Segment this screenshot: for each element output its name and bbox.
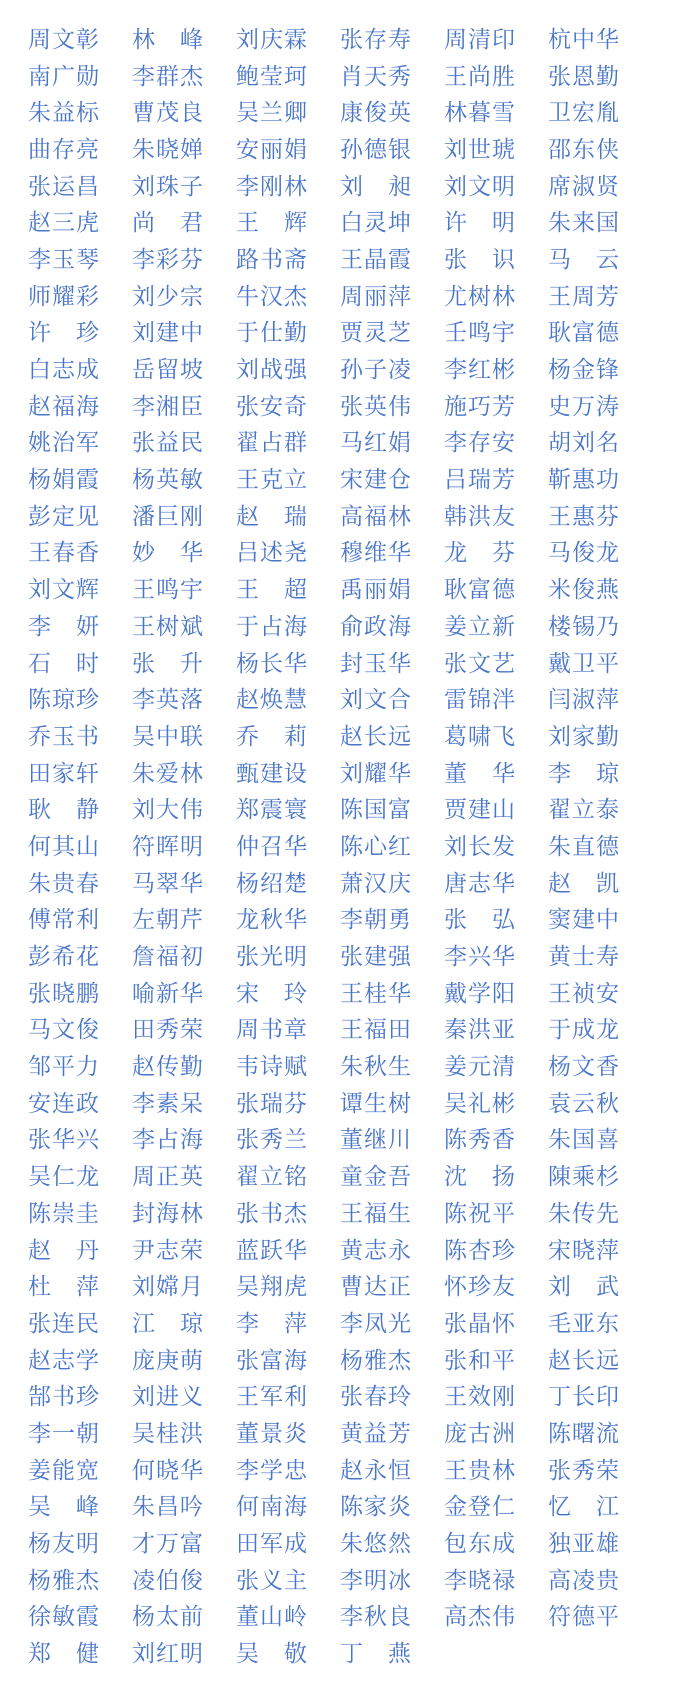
name-entry: 俞政海 (340, 613, 412, 640)
name-entry: 曹达正 (340, 1274, 412, 1301)
name-entry: 周书章 (236, 1017, 308, 1044)
name-entry: 吴翔虎 (236, 1274, 308, 1301)
name-entry: 杨文香 (548, 1054, 620, 1081)
name-entry: 陈崇圭 (28, 1200, 100, 1227)
name-entry: 高凌贵 (548, 1567, 620, 1594)
name-entry: 田秀荣 (132, 1017, 204, 1044)
name-entry: 毛亚东 (548, 1310, 620, 1337)
name-entry: 张连民 (28, 1310, 100, 1337)
name-entry: 张 升 (132, 650, 204, 677)
name-entry: 彭希花 (28, 944, 100, 971)
name-entry: 雷锦泮 (444, 687, 516, 714)
name-entry: 黄益芳 (340, 1420, 412, 1447)
name-entry: 靳惠功 (548, 467, 620, 494)
name-entry: 窦建中 (548, 907, 620, 934)
name-entry: 朱爱林 (132, 760, 204, 787)
name-entry: 张运昌 (28, 173, 100, 200)
name-entry: 闫淑萍 (548, 687, 620, 714)
name-entry: 葛啸飞 (444, 723, 516, 750)
name-entry: 翟立铭 (236, 1164, 308, 1191)
name-entry: 李彩芬 (132, 246, 204, 273)
name-entry: 姜能宽 (28, 1457, 100, 1484)
name-entry: 李凤光 (340, 1310, 412, 1337)
name-entry: 朱直德 (548, 833, 620, 860)
name-entry: 怀珍友 (444, 1274, 516, 1301)
name-entry: 龙 芬 (444, 540, 516, 567)
name-entry: 张义主 (236, 1567, 308, 1594)
name-entry: 杨友明 (28, 1531, 100, 1558)
name-entry: 傅常利 (28, 907, 100, 934)
name-entry: 刘长发 (444, 833, 516, 860)
name-entry: 龙秋华 (236, 907, 308, 934)
name-entry: 江 琼 (132, 1310, 204, 1337)
name-entry: 庞古洲 (444, 1420, 516, 1447)
name-entry: 陈杏珍 (444, 1237, 516, 1264)
name-entry: 乔 莉 (236, 723, 308, 750)
name-entry: 马红娟 (340, 430, 412, 457)
name-entry: 陈秀香 (444, 1127, 516, 1154)
name-entry: 萧汉庆 (340, 870, 412, 897)
name-entry: 席淑贤 (548, 173, 620, 200)
name-entry: 贾建山 (444, 797, 516, 824)
name-entry: 王惠芬 (548, 503, 620, 530)
name-entry: 郑震寰 (236, 797, 308, 824)
name-entry: 张存寿 (340, 26, 412, 53)
name-entry: 陈国富 (340, 797, 412, 824)
name-entry: 童金吾 (340, 1164, 412, 1191)
name-entry: 刘大伟 (132, 797, 204, 824)
name-entry: 穆维华 (340, 540, 412, 567)
name-entry: 张华兴 (28, 1127, 100, 1154)
name-entry: 杨绍楚 (236, 870, 308, 897)
name-entry: 张益民 (132, 430, 204, 457)
name-entry: 韩洪友 (444, 503, 516, 530)
name-entry: 施巧芳 (444, 393, 516, 420)
name-entry: 王鸣宇 (132, 577, 204, 604)
name-entry: 董继川 (340, 1127, 412, 1154)
name-entry: 杨雅杰 (28, 1567, 100, 1594)
name-entry: 胡刘名 (548, 430, 620, 457)
name-entry: 李湘臣 (132, 393, 204, 420)
name-entry: 禹丽娟 (340, 577, 412, 604)
name-entry: 路书斋 (236, 246, 308, 273)
name-entry: 刘庆霖 (236, 26, 308, 53)
name-entry: 赵福海 (28, 393, 100, 420)
name-entry: 高福林 (340, 503, 412, 530)
name-entry: 耿富德 (548, 320, 620, 347)
name-entry: 田军成 (236, 1531, 308, 1558)
name-entry: 谭生树 (340, 1090, 412, 1117)
name-entry: 周清印 (444, 26, 516, 53)
name-entry: 马文俊 (28, 1017, 100, 1044)
name-entry: 王周芳 (548, 283, 620, 310)
name-entry: 吴桂洪 (132, 1420, 204, 1447)
name-entry: 张春玲 (340, 1384, 412, 1411)
name-entry: 赵三虎 (28, 210, 100, 237)
name-entry: 彭定见 (28, 503, 100, 530)
name-entry: 符德平 (548, 1604, 620, 1631)
name-entry: 吕述尧 (236, 540, 308, 567)
name-entry: 赵 瑞 (236, 503, 308, 530)
name-entry: 李一朝 (28, 1420, 100, 1447)
name-entry: 赵永恒 (340, 1457, 412, 1484)
name-entry: 马俊龙 (548, 540, 620, 567)
name-entry: 翟立泰 (548, 797, 620, 824)
name-entry: 高杰伟 (444, 1604, 516, 1631)
name-entry: 封玉华 (340, 650, 412, 677)
name-entry: 张 识 (444, 246, 516, 273)
name-entry: 耿 静 (28, 797, 100, 824)
name-entry: 吕瑞芳 (444, 467, 516, 494)
name-entry: 吴中联 (132, 723, 204, 750)
name-entry: 朱悠然 (340, 1531, 412, 1558)
name-entry: 周文彰 (28, 26, 100, 53)
name-entry: 尹志荣 (132, 1237, 204, 1264)
name-entry: 刘嫦月 (132, 1274, 204, 1301)
name-entry: 潘巨刚 (132, 503, 204, 530)
name-entry: 喻新华 (132, 980, 204, 1007)
name-entry: 壬鸣宇 (444, 320, 516, 347)
name-entry: 田家轩 (28, 760, 100, 787)
name-entry: 何其山 (28, 833, 100, 860)
name-entry: 朱传先 (548, 1200, 620, 1227)
name-entry: 沈 扬 (444, 1164, 516, 1191)
name-entry: 王效刚 (444, 1384, 516, 1411)
name-entry: 于仕勤 (236, 320, 308, 347)
name-entry: 杨娟霞 (28, 467, 100, 494)
name-entry: 丁 燕 (340, 1641, 412, 1668)
name-entry: 张富海 (236, 1347, 308, 1374)
name-entry: 马翠华 (132, 870, 204, 897)
name-entry: 康俊英 (340, 100, 412, 127)
name-entry: 耿富德 (444, 577, 516, 604)
name-entry: 黄士寿 (548, 944, 620, 971)
name-entry: 李学忠 (236, 1457, 308, 1484)
name-entry: 刘耀华 (340, 760, 412, 787)
name-entry: 石 时 (28, 650, 100, 677)
name-entry: 李 琼 (548, 760, 620, 787)
name-entry: 张晓鹏 (28, 980, 100, 1007)
name-entry: 张建强 (340, 944, 412, 971)
name-entry: 唐志华 (444, 870, 516, 897)
name-entry: 张光明 (236, 944, 308, 971)
name-entry: 赵 凯 (548, 870, 620, 897)
name-entry: 陈祝平 (444, 1200, 516, 1227)
name-entry: 杨长华 (236, 650, 308, 677)
name-entry: 金登仁 (444, 1494, 516, 1521)
name-entry: 郑 健 (28, 1641, 100, 1668)
name-entry: 刘 武 (548, 1274, 620, 1301)
name-entry: 董景炎 (236, 1420, 308, 1447)
name-entry: 安丽娟 (236, 136, 308, 163)
name-entry: 刘文合 (340, 687, 412, 714)
name-entry: 杨金锋 (548, 357, 620, 384)
name-entry: 林 峰 (132, 26, 204, 53)
name-entry: 陈琼珍 (28, 687, 100, 714)
name-entry: 李英落 (132, 687, 204, 714)
name-entry: 吴兰卿 (236, 100, 308, 127)
name-entry: 翟占群 (236, 430, 308, 457)
name-entry: 张和平 (444, 1347, 516, 1374)
name-entry: 李素呆 (132, 1090, 204, 1117)
name-entry: 白志成 (28, 357, 100, 384)
name-entry: 尤树林 (444, 283, 516, 310)
name-entry: 师耀彩 (28, 283, 100, 310)
name-entry: 王树斌 (132, 613, 204, 640)
name-entry: 李存安 (444, 430, 516, 457)
name-entry: 王福生 (340, 1200, 412, 1227)
name-entry: 尚 君 (132, 210, 204, 237)
name-entry: 曹茂良 (132, 100, 204, 127)
name-entry: 乔玉书 (28, 723, 100, 750)
name-entry: 邹平力 (28, 1054, 100, 1081)
name-entry: 何晓华 (132, 1457, 204, 1484)
name-entry: 庞庚萌 (132, 1347, 204, 1374)
name-entry: 韦诗赋 (236, 1054, 308, 1081)
name-entry: 李晓禄 (444, 1567, 516, 1594)
name-entry: 岳留坡 (132, 357, 204, 384)
name-entry: 左朝芹 (132, 907, 204, 934)
name-entry: 妙 华 (132, 540, 204, 567)
name-entry: 刘珠子 (132, 173, 204, 200)
name-entry: 马 云 (548, 246, 620, 273)
name-entry: 独亚雄 (548, 1531, 620, 1558)
name-entry: 刘建中 (132, 320, 204, 347)
name-entry: 李占海 (132, 1127, 204, 1154)
name-entry: 陈家炎 (340, 1494, 412, 1521)
name-entry: 张秀兰 (236, 1127, 308, 1154)
name-entry: 何南海 (236, 1494, 308, 1521)
name-entry: 王福田 (340, 1017, 412, 1044)
name-entry: 许 明 (444, 210, 516, 237)
name-entry: 詹福初 (132, 944, 204, 971)
name-entry: 刘家勤 (548, 723, 620, 750)
name-entry: 吴仁龙 (28, 1164, 100, 1191)
name-entry: 刘文辉 (28, 577, 100, 604)
name-entry: 朱来国 (548, 210, 620, 237)
name-entry: 孙子凌 (340, 357, 412, 384)
name-entry: 忆 江 (548, 1494, 620, 1521)
name-entry: 安连政 (28, 1090, 100, 1117)
name-entry: 仲召华 (236, 833, 308, 860)
name-entry: 吴 敬 (236, 1641, 308, 1668)
name-entry: 周正英 (132, 1164, 204, 1191)
name-entry: 朱昌吟 (132, 1494, 204, 1521)
name-entry: 赵长远 (340, 723, 412, 750)
name-entry: 赵焕慧 (236, 687, 308, 714)
name-entry: 赵 丹 (28, 1237, 100, 1264)
name-entry: 王桂华 (340, 980, 412, 1007)
name-list (28, 22, 678, 1673)
name-entry: 封海林 (132, 1200, 204, 1227)
name-entry: 李明冰 (340, 1567, 412, 1594)
name-entry: 戴学阳 (444, 980, 516, 1007)
name-entry: 孙德银 (340, 136, 412, 163)
name-entry: 郜书珍 (28, 1384, 100, 1411)
name-entry: 董山岭 (236, 1604, 308, 1631)
name-entry: 李 萍 (236, 1310, 308, 1337)
name-entry: 张英伟 (340, 393, 412, 420)
name-entry: 杭中华 (548, 26, 620, 53)
name-entry: 张恩勤 (548, 63, 620, 90)
name-entry: 包东成 (444, 1531, 516, 1558)
name-entry: 鲍莹珂 (236, 63, 308, 90)
name-entry: 王春香 (28, 540, 100, 567)
name-entry: 陳乘杉 (548, 1164, 620, 1191)
name-entry: 吴 峰 (28, 1494, 100, 1521)
name-entry: 王 超 (236, 577, 308, 604)
name-entry: 张晶怀 (444, 1310, 516, 1337)
name-entry: 白灵坤 (340, 210, 412, 237)
name-entry: 朱国喜 (548, 1127, 620, 1154)
name-entry: 李玉琴 (28, 246, 100, 273)
name-entry: 刘战强 (236, 357, 308, 384)
name-entry: 王克立 (236, 467, 308, 494)
name-entry: 李秋良 (340, 1604, 412, 1631)
name-entry: 宋晓萍 (548, 1237, 620, 1264)
name-entry: 黄志永 (340, 1237, 412, 1264)
name-entry: 杨英敏 (132, 467, 204, 494)
name-entry: 杨太前 (132, 1604, 204, 1631)
name-entry: 宋 玲 (236, 980, 308, 1007)
name-entry: 刘世琥 (444, 136, 516, 163)
name-entry: 戴卫平 (548, 650, 620, 677)
name-entry: 李群杰 (132, 63, 204, 90)
name-entry: 赵志学 (28, 1347, 100, 1374)
name-entry: 张文艺 (444, 650, 516, 677)
name-entry: 曲存亮 (28, 136, 100, 163)
name-entry: 张安奇 (236, 393, 308, 420)
name-entry: 杨雅杰 (340, 1347, 412, 1374)
name-entry: 刘文明 (444, 173, 516, 200)
name-entry: 张秀荣 (548, 1457, 620, 1484)
name-entry: 张瑞芬 (236, 1090, 308, 1117)
name-entry: 李刚林 (236, 173, 308, 200)
name-entry: 张书杰 (236, 1200, 308, 1227)
name-entry: 赵传勤 (132, 1054, 204, 1081)
name-entry: 甄建设 (236, 760, 308, 787)
name-entry: 南广勋 (28, 63, 100, 90)
name-entry: 许 珍 (28, 320, 100, 347)
name-entry: 楼锡乃 (548, 613, 620, 640)
name-entry: 陈曙流 (548, 1420, 620, 1447)
name-entry: 符晖明 (132, 833, 204, 860)
name-entry: 肖天秀 (340, 63, 412, 90)
name-entry: 王尚胜 (444, 63, 516, 90)
name-entry: 姚治军 (28, 430, 100, 457)
name-entry: 董 华 (444, 760, 516, 787)
name-entry: 丁长印 (548, 1384, 620, 1411)
name-entry: 朱贵春 (28, 870, 100, 897)
name-entry: 袁云秋 (548, 1090, 620, 1117)
name-entry: 王晶霞 (340, 246, 412, 273)
name-entry: 刘进义 (132, 1384, 204, 1411)
name-entry: 才万富 (132, 1531, 204, 1558)
name-entry: 蓝跃华 (236, 1237, 308, 1264)
name-entry: 邵东侠 (548, 136, 620, 163)
name-entry: 林暮雪 (444, 100, 516, 127)
name-entry: 王祯安 (548, 980, 620, 1007)
name-entry: 朱益标 (28, 100, 100, 127)
name-entry: 凌伯俊 (132, 1567, 204, 1594)
name-entry: 朱晓婵 (132, 136, 204, 163)
name-entry: 姜元清 (444, 1054, 516, 1081)
name-entry: 杜 萍 (28, 1274, 100, 1301)
name-entry: 于占海 (236, 613, 308, 640)
name-entry: 史万涛 (548, 393, 620, 420)
name-entry: 赵长远 (548, 1347, 620, 1374)
name-entry: 王贵林 (444, 1457, 516, 1484)
name-entry: 秦洪亚 (444, 1017, 516, 1044)
name-entry: 刘红明 (132, 1641, 204, 1668)
name-entry: 徐敏霞 (28, 1604, 100, 1631)
name-entry: 李兴华 (444, 944, 516, 971)
name-entry: 张 弘 (444, 907, 516, 934)
name-entry: 刘 昶 (340, 173, 412, 200)
name-entry: 李红彬 (444, 357, 516, 384)
name-entry: 吴礼彬 (444, 1090, 516, 1117)
name-entry: 于成龙 (548, 1017, 620, 1044)
name-entry: 李 妍 (28, 613, 100, 640)
name-entry: 王 辉 (236, 210, 308, 237)
name-entry: 刘少宗 (132, 283, 204, 310)
name-entry: 宋建仓 (340, 467, 412, 494)
name-entry: 陈心红 (340, 833, 412, 860)
name-entry: 朱秋生 (340, 1054, 412, 1081)
name-entry: 姜立新 (444, 613, 516, 640)
name-entry: 贾灵芝 (340, 320, 412, 347)
name-entry: 李朝勇 (340, 907, 412, 934)
name-entry: 周丽萍 (340, 283, 412, 310)
name-entry: 牛汉杰 (236, 283, 308, 310)
name-entry: 卫宏胤 (548, 100, 620, 127)
name-entry: 米俊燕 (548, 577, 620, 604)
name-entry: 王军利 (236, 1384, 308, 1411)
